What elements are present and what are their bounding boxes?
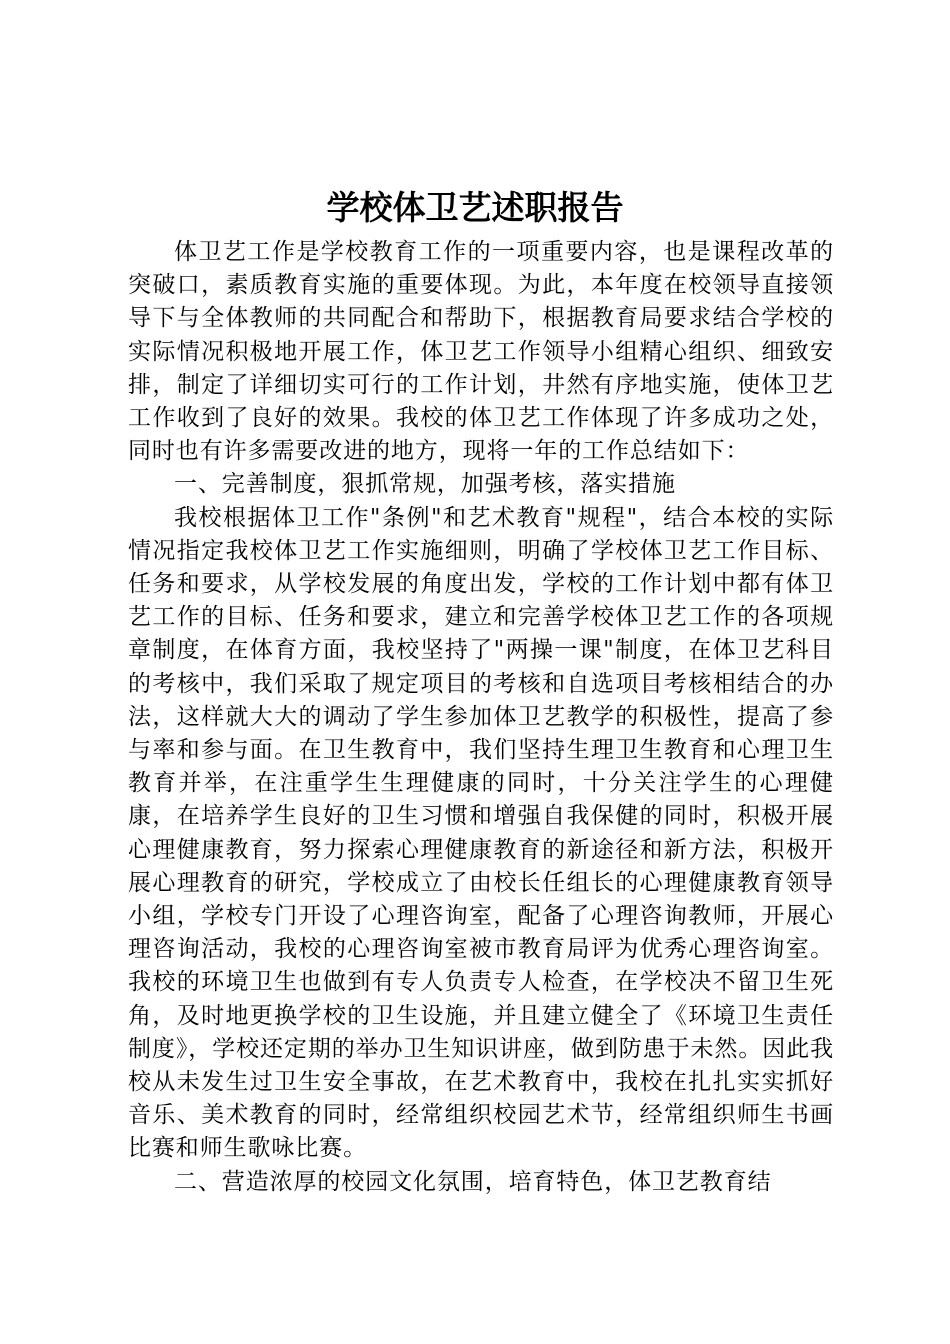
section-heading-1: 一、完善制度，狠抓常规，加强考核，落实措施 xyxy=(174,471,676,498)
document-title: 学校体卫艺述职报告 xyxy=(326,188,624,227)
section-1-paragraph: 我校根据体卫工作"条例"和艺术教育"规程"，结合本校的实际情况指定我校体卫艺工作实施细则，明确了学校体卫艺工作目标、任务和要求，从学校发展的角度出发，学校的工作计划中都有体卫艺工作的目标、任务和要求，建立和完善学校体卫艺工作的各项规章制度，在体育方面，我校坚持了"两操一课"制度，在体卫艺科目的考核中，我们采取了规定项目的考核和自选项目考核相结合的办法，这样就大大的调动了学生参加体卫艺教学的积极性，提高了参与率和参与面。在卫生教育中，我们坚持生理卫生教育和心理卫生教育并举，在注重学生生理健康的同时，十分关注学生的心理健康，在培养学生良好的卫生习惯和增强自我保健的同时，积极开展心理健康教育，努力探索心理健康教育的新途径和新方法，积极开展心理教育的研究，学校成立了由校长任组长的心理健康教育领导小组，学校专门开设了心理咨询室，配备了心理咨询教师，开展心理咨询活动，我校的心理咨询室被市教育局评为优秀心理咨询室。我校的环境卫生也做到有专人负责专人检查，在学校决不留卫生死角，及时地更换学校的卫生设施，并且建立健全了《环境卫生责任制度》，学校还定期的举办卫生知识讲座，做到防患于未然。因此我校从未发生过卫生安全事故，在艺术教育中，我校在扎扎实实抓好音乐、美术教育的同时，经常组织校园艺术节，经常组织师生书画比赛和师生歌咏比赛。 xyxy=(128,504,834,1162)
document-body xyxy=(128,236,834,1199)
section-heading-2: 二、营造浓厚的校园文化氛围，培育特色，体卫艺教育结 xyxy=(174,1168,772,1195)
intro-paragraph: 体卫艺工作是学校教育工作的一项重要内容，也是课程改革的突破口，素质教育实施的重要体现。为此，本年度在校领导直接领导下与全体教师的共同配合和帮助下，根据教育局要求结合学校的实际情况积极地开展工作，体卫艺工作领导小组精心组织、细致安排，制定了详细切实可行的工作计划，井然有序地实施，使体卫艺工作收到了良好的效果。我校的体卫艺工作体现了许多成功之处，同时也有许多需要改进的地方，现将一年的工作总结如下： xyxy=(128,239,834,465)
